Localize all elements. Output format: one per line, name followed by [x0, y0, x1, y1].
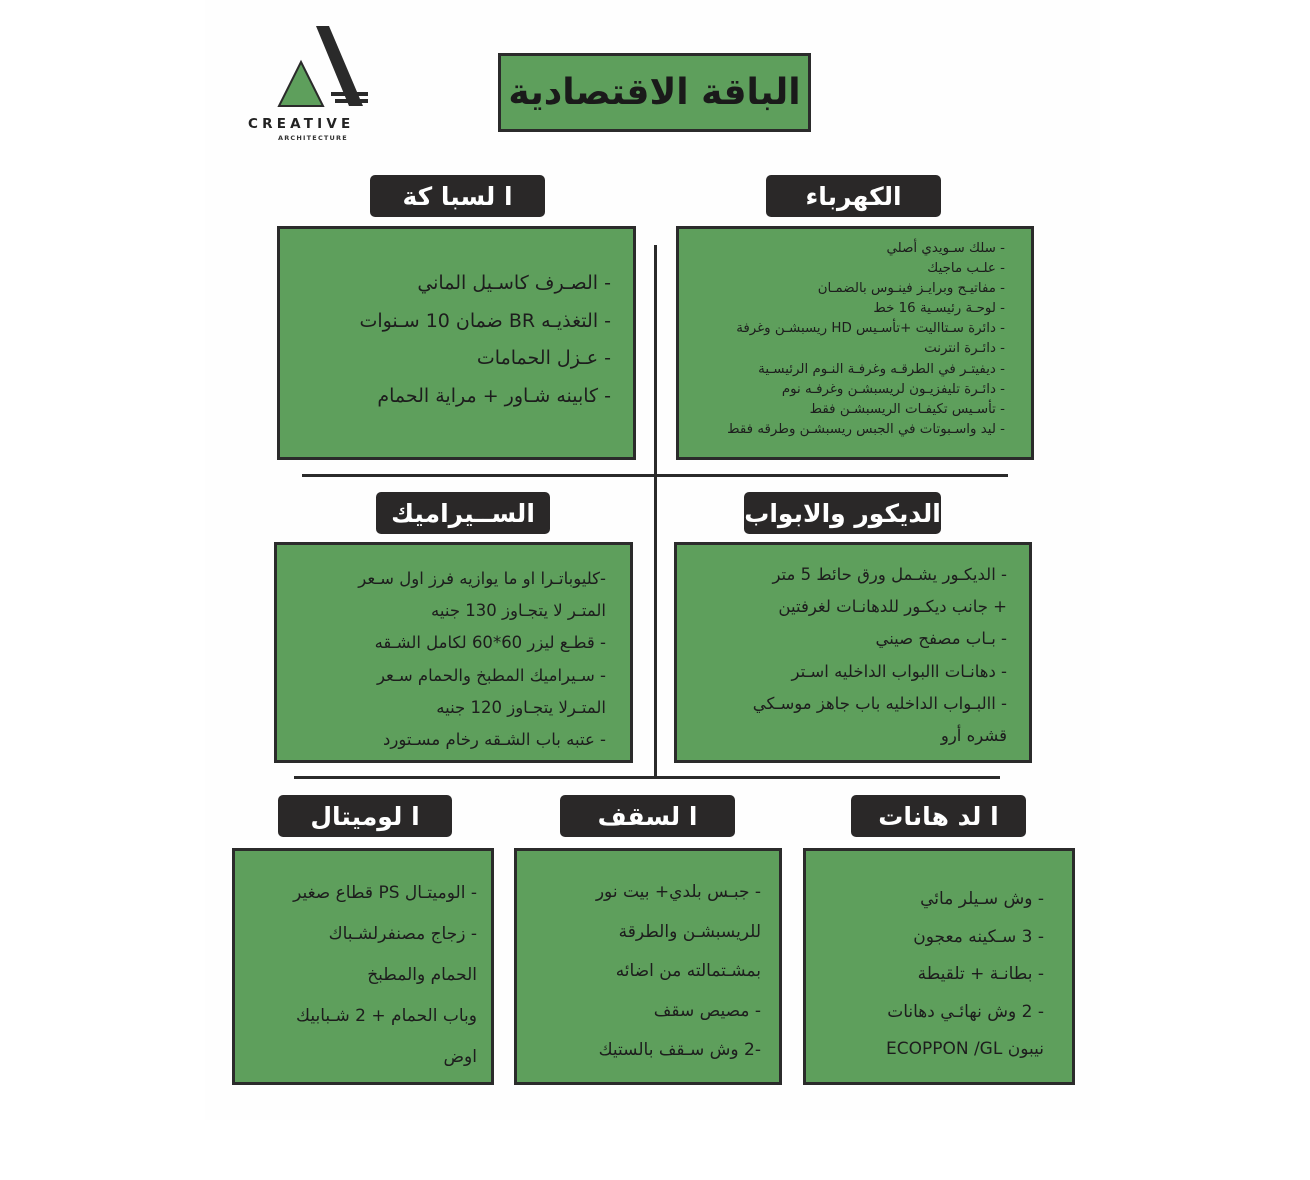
list-item: قشره أرو — [940, 726, 1007, 746]
section-box-aluminum — [232, 848, 494, 1085]
horizontal-divider-bottom — [294, 776, 1000, 779]
section-title-plumbing: ا لسبا كة — [402, 181, 513, 211]
section-box-ceiling — [514, 848, 782, 1085]
section-box-electricity — [676, 226, 1034, 460]
list-item: - الوميتـال PS قطاع صغير — [293, 883, 477, 903]
section-header-ceiling — [560, 795, 735, 837]
list-item: - 3 سـكينه معجون — [913, 926, 1044, 947]
list-item: الحمام والمطبخ — [367, 965, 477, 985]
list-item: للريسبشـن والطرقة — [618, 921, 761, 942]
vertical-divider — [654, 245, 657, 777]
list-item: - قطـع ليزر 60*60 لكامل الشـقه — [374, 633, 606, 653]
section-box-plumbing — [277, 226, 636, 460]
horizontal-divider-top — [302, 474, 1008, 477]
list-item: المتـرلا يتجـاوز 120 جنيه — [436, 697, 606, 717]
list-item: - سلك سـويدي أصلي — [886, 241, 1005, 256]
list-item: -كليوباتـرا او ما يوازيه فرز اول سـعر — [358, 569, 606, 588]
list-item: - دهانـات االبواب الداخليه اسـتر — [791, 661, 1007, 681]
section-header-aluminum — [278, 795, 452, 837]
list-item: - بطانـة + تلقيطة — [917, 964, 1044, 984]
section-title-ceramic: الســيراميك — [391, 498, 535, 528]
list-item: - تأسـيس تكيفـات الريسبشـن فقط — [809, 401, 1005, 417]
list-item: - دائـرة تليفزيـون لريسبشـن وغرفـه نوم — [781, 381, 1005, 397]
list-item: المتـر لا يتجـاوز 130 جنيه — [431, 601, 606, 621]
list-item: - دائرة سـتااليت +تأسـيس HD ريسبشـن وغرفة — [736, 321, 1005, 337]
list-item: - التغذيـه BR ضمان 10 سـنوات — [359, 309, 611, 332]
section-header-ceramic — [376, 492, 550, 534]
brand-logo — [248, 22, 388, 144]
creative-logo-icon — [273, 22, 368, 114]
list-item: -2 وش سـقف بالستيك — [598, 1040, 761, 1060]
section-header-plumbing — [370, 175, 545, 217]
list-item: - لوحـة رئيسـية 16 خط — [873, 301, 1005, 317]
list-item: - عـزل الحمامات — [476, 347, 611, 369]
list-item: - مفاتيـح وبرايـز فينـوس بالضمـان — [817, 281, 1005, 297]
package-title-box — [498, 53, 811, 132]
package-title: الباقة الاقتصادية — [508, 72, 801, 113]
list-item: - الصـرف كاسـيل الماني — [417, 272, 611, 294]
section-box-ceramic — [274, 542, 633, 763]
section-title-ceiling: ا لسقف — [597, 801, 698, 831]
section-title-paints: ا لد هانات — [878, 801, 999, 831]
list-item: + جانب ديكـور للدهانـات لغرفتين — [778, 597, 1007, 617]
list-item: - مصيص سقف — [653, 1000, 761, 1021]
list-item: - عتبه باب الشـقه رخام مسـتورد — [383, 730, 606, 750]
section-header-decor — [744, 492, 941, 534]
section-box-decor — [674, 542, 1032, 763]
list-item: اوض — [443, 1047, 477, 1067]
section-header-electricity — [766, 175, 941, 217]
section-title-aluminum: ا لوميتال — [310, 801, 420, 831]
list-item: - وش سـيلر مائي — [920, 889, 1044, 909]
brand-name: CREATIVE — [248, 116, 355, 132]
section-title-decor: الديكور والابواب — [744, 498, 941, 528]
list-item: - ديفيتـر في الطرقـه وغرفـة النـوم الرئيسـية — [758, 361, 1005, 377]
list-item: - االبـواب الداخليه باب جاهز موسـكي — [752, 693, 1007, 713]
list-item: - 2 وش نهائـي دهانات — [887, 1001, 1044, 1022]
section-title-electricity: الكهرباء — [805, 181, 902, 211]
list-item: - ليد واسـبوتات في الجبس ريسبشـن وطرقه فقط — [727, 421, 1005, 437]
list-item: - الديكـور يشـمل ورق حائط 5 متر — [772, 565, 1007, 584]
list-item: - بـاب مصفح صيني — [875, 629, 1007, 649]
list-item: - سـيراميك المطبخ والحمام سـعر — [376, 665, 606, 685]
list-item: - زجاج مصنفرلشـباك — [328, 924, 477, 944]
list-item: بمشـتمالته من اضائه — [615, 961, 761, 981]
list-item: - علـب ماجيك — [927, 261, 1005, 277]
section-header-paints — [851, 795, 1026, 837]
list-item: - كابينه شـاور + مراية الحمام — [377, 384, 611, 407]
section-box-paints — [803, 848, 1075, 1085]
list-item: - دائـرة انترنت — [924, 341, 1005, 357]
list-item: نيبون ECOPPON /GL — [885, 1039, 1044, 1059]
brand-subtitle: ARCHITECTURE — [278, 134, 348, 142]
list-item: وباب الحمام + 2 شـبابيك — [296, 1006, 477, 1026]
list-item: - جبـس بلدي+ بيت نور — [595, 882, 761, 902]
